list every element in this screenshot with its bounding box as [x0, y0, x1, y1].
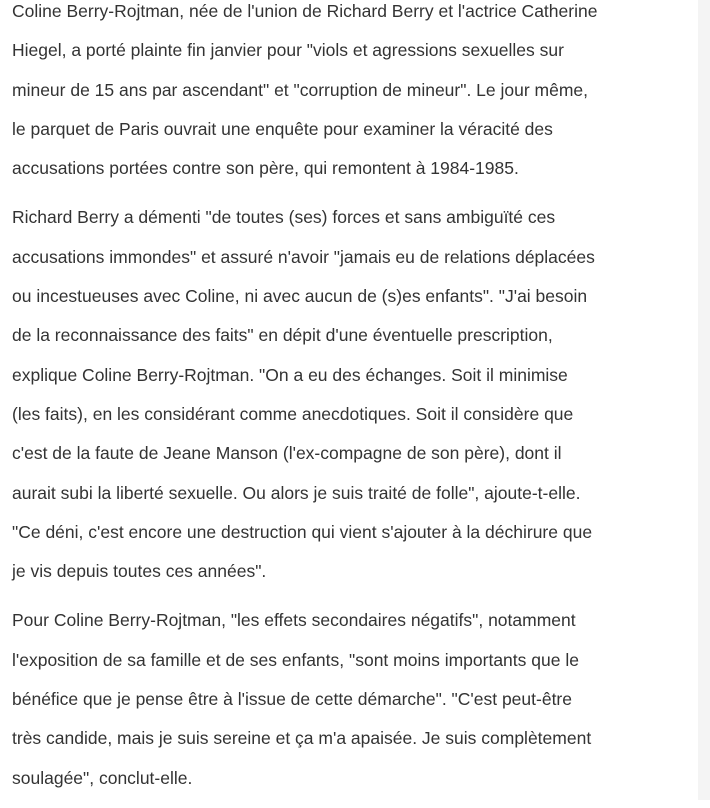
text-line: Richard Berry a démenti "de toutes (ses) forces et sans ambiguïté ces: [12, 207, 556, 228]
text-line: le parquet de Paris ouvrait une enquête pour examiner la véracité des: [12, 118, 553, 139]
text-line: Pour Coline Berry-Rojtman, "les effets secondaires négatifs", notamment: [12, 610, 576, 631]
text-line: (les faits), en les considérant comme anecdotiques. Soit il considère que: [12, 403, 574, 424]
text-line: c'est de la faute de Jeane Manson (l'ex-compagne de son père), dont il: [12, 443, 562, 464]
scrollbar-track[interactable]: [698, 0, 710, 800]
paragraph-1: [12, 0, 677, 188]
text-line: de la reconnaissance des faits" en dépit d'une éventuelle prescription,: [12, 325, 553, 346]
text-line: accusations portées contre son père, qui remontent à 1984-1985.: [12, 158, 519, 179]
article-body: [12, 0, 677, 808]
text-line: ou incestueuses avec Coline, ni avec aucun de (s)es enfants". "J'ai besoin: [12, 286, 588, 307]
text-line: soulagée", conclut-elle.: [12, 767, 193, 788]
text-line: l'exposition de sa famille et de ses enfants, "sont moins importants que le: [12, 649, 579, 670]
text-line: aurait subi la liberté sexuelle. Ou alors je suis traité de folle", ajoute-t-elle.: [12, 482, 581, 503]
text-line: très candide, mais je suis sereine et ça m'a apaisée. Je suis complètement: [12, 728, 592, 749]
paragraph-2: [12, 198, 677, 591]
text-line: explique Coline Berry-Rojtman. "On a eu des échanges. Soit il minimise: [12, 364, 568, 385]
text-line: accusations immondes" et assuré n'avoir "jamais eu de relations déplacées: [12, 246, 595, 267]
text-line: je vis depuis toutes ces années".: [12, 561, 267, 582]
paragraph-3: [12, 601, 677, 797]
text-line: Coline Berry-Rojtman, née de l'union de Richard Berry et l'actrice Catherine: [12, 1, 598, 21]
text-line: Hiegel, a porté plainte fin janvier pour "viols et agressions sexuelles sur: [12, 40, 564, 61]
text-line: "Ce déni, c'est encore une destruction qui vient s'ajouter à la déchirure que: [12, 521, 593, 542]
text-line: bénéfice que je pense être à l'issue de cette démarche". "C'est peut-être: [12, 689, 572, 710]
text-line: mineur de 15 ans par ascendant" et "corruption de mineur". Le jour même,: [12, 79, 589, 100]
